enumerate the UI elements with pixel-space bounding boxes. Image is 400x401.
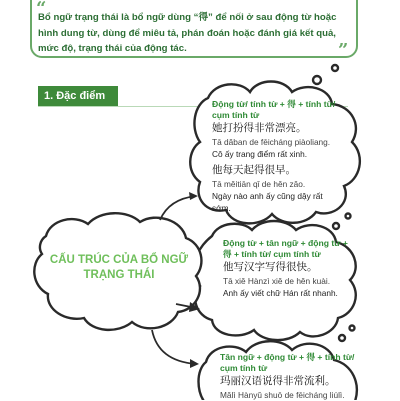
arrow-to-cloud-3 xyxy=(152,330,196,364)
thought-bubble-1 xyxy=(313,76,321,84)
thought-bubble-6 xyxy=(350,326,355,331)
definition-text: Bổ ngữ trạng thái là bổ ngữ dùng “得” để nối ở sau động từ hoặc hình dung từ, dùng để miêu tả, phán đoán hoặc đánh giá kết quả, mức độ, trạng thái của động tác. xyxy=(38,12,337,54)
example-pinyin: Mǎlì Hànyǔ shuō de fēicháng liúlì. xyxy=(220,390,345,400)
example-hanzi: 她打扮得非常漂亮。 xyxy=(212,122,307,134)
section-heading: 1. Đặc điểm xyxy=(38,86,118,106)
structure-title: CẤU TRÚC CỦA BỔ NGỮ TRẠNG THÁI xyxy=(49,254,189,281)
thought-bubble-3 xyxy=(333,223,339,229)
example-pinyin: Tā měitiān qǐ de hěn zǎo. xyxy=(212,179,306,189)
open-quote-icon: “ xyxy=(36,0,47,19)
thought-bubble-5 xyxy=(339,335,345,341)
example-pinyin: Tā xiě Hànzì xiě de hěn kuài. xyxy=(223,276,330,286)
block-3-heading: Tân ngữ + động từ + 得 + tính từ/ cụm tính từ xyxy=(220,352,355,373)
example-translation: Cô ấy trang điểm rất xinh. xyxy=(212,149,307,159)
arrowhead-1 xyxy=(189,192,198,200)
structure-block-2 xyxy=(223,238,348,299)
arrowhead-3 xyxy=(190,359,199,368)
example-translation: Ngày nào anh ấy cũng dậy rất sớm. xyxy=(212,191,323,213)
close-quote-icon: ” xyxy=(338,40,349,61)
structure-block-1 xyxy=(212,99,342,214)
structure-block-3 xyxy=(220,352,355,401)
example-translation: Anh ấy viết chữ Hán rất nhanh. xyxy=(223,288,338,298)
block-2-heading: Động từ + tân ngữ + động từ + 得 + tính từ/ cụm tính từ xyxy=(223,238,348,259)
thought-bubble-4 xyxy=(346,214,351,219)
example-pinyin: Tā dǎban de fēicháng piàoliang. xyxy=(212,137,331,147)
example-hanzi: 他每天起得很早。 xyxy=(212,164,296,176)
example-hanzi: 玛丽汉语说得非常流利。 xyxy=(220,375,336,387)
example-hanzi: 他写汉字写得很快。 xyxy=(223,261,318,273)
thought-bubble-2 xyxy=(332,65,338,71)
block-1-heading: Động từ/ tính từ + 得 + tính từ/ cụm tính từ xyxy=(212,99,336,120)
